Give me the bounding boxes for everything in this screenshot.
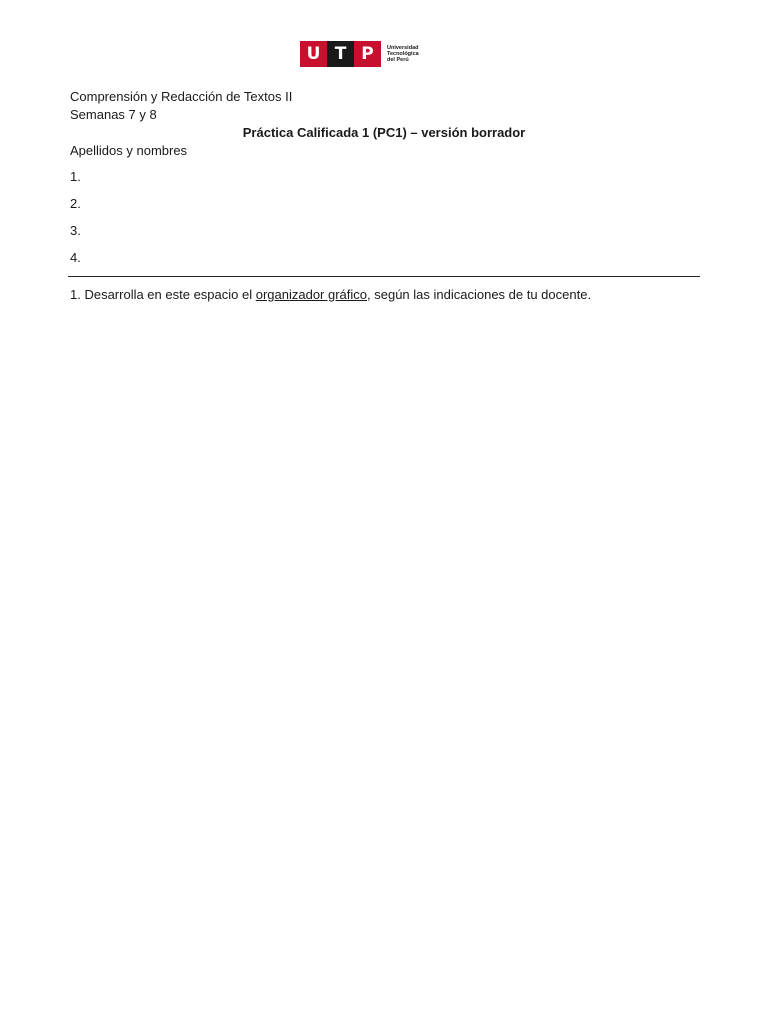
student-line-1: 1. <box>70 169 81 184</box>
instruction-after: , según las indicaciones de tu docente. <box>367 287 592 302</box>
logo-wordmark <box>387 45 419 63</box>
logo-text-line: del Perú <box>387 57 409 63</box>
logo-letter-t: T <box>327 41 354 67</box>
student-line-3: 3. <box>70 223 81 238</box>
logo-letter-p: P <box>354 41 381 67</box>
instruction-underlined: organizador gráfico <box>255 287 368 302</box>
utp-logo-mark <box>300 41 381 67</box>
student-line-2: 2. <box>70 196 81 211</box>
student-line-4: 4. <box>70 250 81 265</box>
weeks-label: Semanas 7 y 8 <box>70 107 157 122</box>
utp-logo <box>300 41 419 67</box>
page-title: Práctica Calificada 1 (PC1) – versión borrador <box>242 125 526 140</box>
names-label: Apellidos y nombres <box>70 143 188 158</box>
logo-text-line: Tecnológica <box>387 51 419 57</box>
course-name: Comprensión y Redacción de Textos II <box>70 89 293 104</box>
divider <box>68 276 700 277</box>
instruction-before: 1. Desarrolla en este espacio el <box>70 287 256 302</box>
logo-text-line: Universidad <box>387 45 419 51</box>
instruction-text <box>70 287 591 303</box>
logo-letter-u: U <box>300 41 327 67</box>
